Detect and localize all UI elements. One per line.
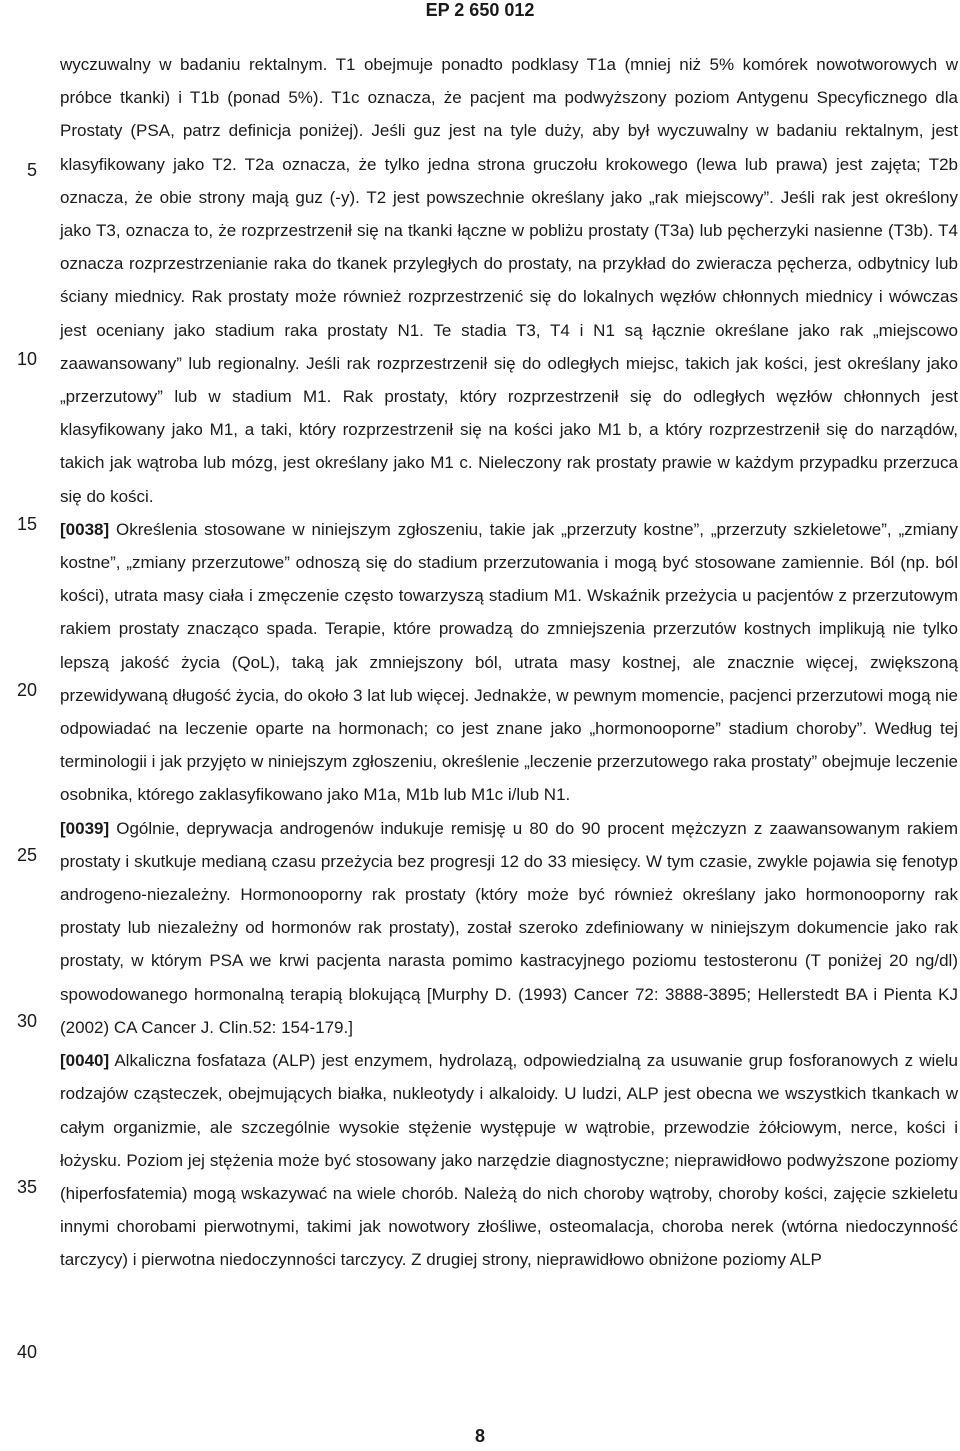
patent-number: EP 2 650 012 xyxy=(425,0,535,20)
paragraph-text: Alkaliczna fosfataza (ALP) jest enzymem, hydrolazą, odpowiedzialną za usuwanie grup fosforanowych z wielu rodzajów cząsteczek, obejmujących białka, nukleotydy i alkaloidy. U ludzi, ALP jest obecna we wszystkich tkankach w całym organizmie, ale szczególnie wysokie stężenie występuje w wątrobie, przewodzie żółciowym, nerce, kości i łożysku. Poziom jej stężenia może być stosowany jako narzędzie diagnostyczne; nieprawidłowo podwyższone poziomy (hiperfosfatemia) mogą wskazywać na wiele chorób. Należą do nich choroby wątroby, choroby kości, zajęcie szkieletu innymi chorobami pierwotnymi, takimi jak nowotwory złośliwe, osteomalacja, choroba nerek (wtórna niedoczynność tarczycy) i pierwotna niedoczynności tarczycy. Z drugiej strony, nieprawidłowo obniżone poziomy ALP xyxy=(60,1051,958,1270)
paragraph-number: [0040] xyxy=(60,1051,110,1071)
paragraph-0040 xyxy=(60,1044,958,1276)
document-body xyxy=(60,48,958,1277)
line-number-column xyxy=(0,0,40,1451)
line-number: 5 xyxy=(26,160,37,180)
line-number: 10 xyxy=(16,349,37,369)
line-number: 25 xyxy=(16,845,37,865)
paragraph-0039 xyxy=(60,812,958,1044)
page-footer xyxy=(0,1426,960,1446)
line-number: 35 xyxy=(16,1177,37,1197)
paragraph-text: wyczuwalny w badaniu rektalnym. T1 obejmuje ponadto podklasy T1a (mniej niż 5% komórek nowotworowych w próbce tkanki) i T1b (ponad 5%). T1c oznacza, że pacjent ma podwyższony poziom Antygenu Specyficznego dla Prostaty (PSA, patrz definicja poniżej). Jeśli guz jest na tyle duży, aby był wyczuwalny w badaniu rektalnym, jest klasyfikowany jako T2. T2a oznacza, że tylko jedna strona gruczołu krokowego (lewa lub prawa) jest zajęta; T2b oznacza, że obie strony mają guz (-y). T2 jest powszechnie określany jako „rak miejscowy”. Jeśli rak jest określony jako T3, oznacza to, że rozprzestrzenił się na tkanki łączne w pobliżu prostaty (T3a) lub pęcherzyki nasienne (T3b). T4 oznacza rozprzestrzenianie raka do tkanek przyległych do prostaty, na przykład do zwieracza pęcherza, odbytnicy lub ściany miednicy. Rak prostaty może również rozprzestrzenić się do lokalnych węzłów chłonnych miednicy i wówczas jest oceniany jako stadium raka prostaty N1. Te stadia T3, T4 i N1 są łącznie określane jako rak „miejscowo zaawansowany” lub regionalny. Jeśli rak rozprzestrzenił się do odległych miejsc, takich jak kości, jest określany jako „przerzutowy” lub w stadium M1. Rak prostaty, który rozprzestrzenił się do odległych węzłów chłonnych jest klasyfikowany jako M1, a taki, który rozprzestrzenił się na kości jako M1 b, a który rozprzestrzenił się do narządów, takich jak wątroba lub mózg, jest określany jako M1 c. Nieleczony rak prostaty prawie w każdym przypadku przerzuca się do kości. xyxy=(60,55,958,506)
paragraph xyxy=(60,48,958,513)
line-number: 30 xyxy=(16,1011,37,1031)
paragraph-number: [0038] xyxy=(60,519,110,539)
line-number: 15 xyxy=(16,514,37,534)
paragraph-text: Ogólnie, deprywacja androgenów indukuje remisję u 80 do 90 procent mężczyzn z zaawansowanym rakiem prostaty i skutkuje medianą czasu przeżycia bez progresji 12 do 33 miesięcy. W tym czasie, zwykle pojawia się fenotyp androgeno-niezależny. Hormonooporny rak prostaty (który może być również określany jako hormonooporny rak prostaty lub niezależny od hormonów rak prostaty), został szeroko zdefiniowany w niniejszym dokumencie jako rak prostaty, w którym PSA we krwi pacjenta narasta pomimo kastracyjnego poziomu testosteronu (T poniżej 20 ng/dl) spowodowanego hormonalną terapią blokującą [Murphy D. (1993) Cancer 72: 3888-3895; Hellerstedt BA i Pienta KJ (2002) CA Cancer J. Clin.52: 154-179.] xyxy=(60,818,958,1037)
paragraph-number: [0039] xyxy=(60,818,110,838)
document-header xyxy=(0,0,960,20)
page-number: 8 xyxy=(474,1426,485,1446)
paragraph-0038 xyxy=(60,513,958,812)
line-number: 40 xyxy=(16,1342,37,1362)
paragraph-text: Określenia stosowane w niniejszym zgłoszeniu, takie jak „przerzuty kostne”, „przerzuty szkieletowe”, „zmiany kostne”, „zmiany przerzutowe” odnoszą się do stadium przerzutowania i mogą być stosowane zamiennie. Ból (np. ból kości), utrata masy ciała i zmęczenie często towarzyszą stadium M1. Wskaźnik przeżycia u pacjentów z przerzutowym rakiem prostaty znacząco spada. Terapie, które prowadzą do zmniejszenia przerzutów kostnych implikują nie tylko lepszą jakość życia (QoL), taką jak zmniejszony ból, utrata masy kostnej, ale znacznie więcej, zwiększoną przewidywaną długość życia, do około 3 lat lub więcej. Jednakże, w pewnym momencie, pacjenci przerzutowi mogą nie odpowiadać na leczenie oparte na hormonach; co jest znane jako „hormonooporne” stadium choroby”. Według tej terminologii i jak przyjęto w niniejszym zgłoszeniu, określenie „leczenie przerzutowego raka prostaty” obejmuje leczenie osobnika, którego zaklasyfikowano jako M1a, M1b lub M1c i/lub N1. xyxy=(60,519,958,805)
line-number: 20 xyxy=(16,680,37,700)
